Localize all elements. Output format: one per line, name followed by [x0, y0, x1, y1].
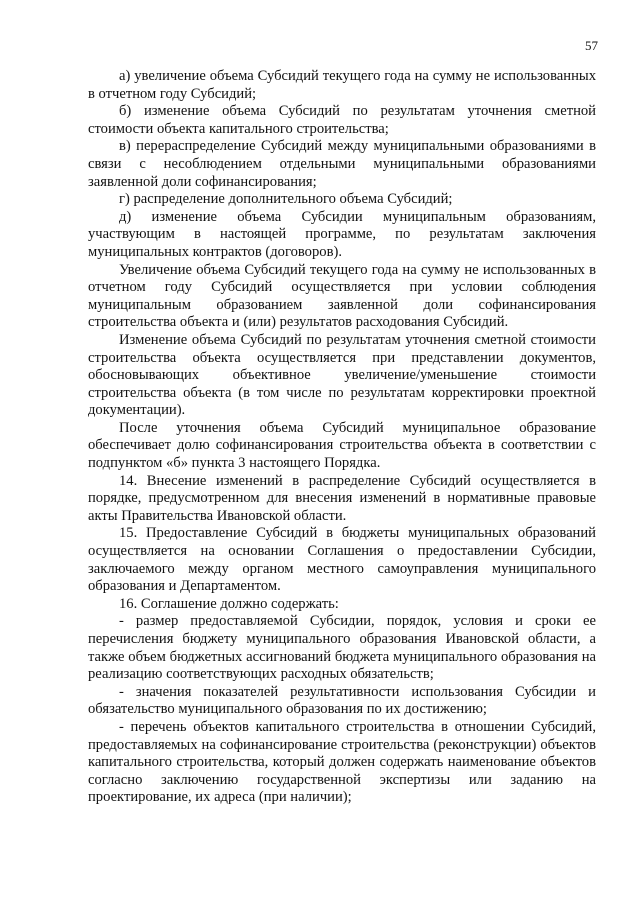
paragraph-estimate-change: Изменение объема Субсидий по результатам уточнения сметной стоимости строительства объекта осуществляется при представлении документов, обосновывающих объективное увеличение/уменьшение стоимости строительства объекта (в том числе по результатам корректировки проектной документации). — [88, 331, 596, 419]
list-item-objects-list: - перечень объектов капитального строительства в отношении Субсидий, предоставляемых на софинансирование строительства (реконструкции) объектов капитального строительства, который должен содержать наименование объектов согласно заключению государственной экспертизы или заданию на проектирование, их адреса (при наличии); — [88, 718, 596, 806]
document-body — [88, 68, 596, 807]
paragraph-v: в) перераспределение Субсидий между муниципальными образованиями в связи с несоблюдением отдельными муниципальными образованиями заявленной доли софинансирования; — [88, 138, 596, 190]
paragraph-15: 15. Предоставление Субсидий в бюджеты муниципальных образований осуществляется на основании Соглашения о предоставлении Субсидии, заключаемого между органом местного самоуправления муниципального образования и Департаментом. — [88, 525, 596, 595]
paragraph-a: а) увеличение объема Субсидий текущего года на сумму не использованных в отчетном году Субсидий; — [88, 68, 596, 102]
paragraph-14: 14. Внесение изменений в распределение Субсидий осуществляется в порядке, предусмотренном для внесения изменений в нормативные правовые акты Правительства Ивановской области. — [88, 472, 596, 524]
page-number: 57 — [585, 38, 598, 53]
list-item-subsidy-size: - размер предоставляемой Субсидии, порядок, условия и сроки ее перечисления бюджету муниципального образования Ивановской области, а также объем бюджетных ассигнований бюджета муниципального образования на реализацию соответствующих расходных обязательств; — [88, 613, 596, 683]
paragraph-d: д) изменение объема Субсидии муниципальным образованиям, участвующим в настоящей программе, по результатам заключения муниципальных контрактов (договоров). — [88, 208, 596, 260]
paragraph-b: б) изменение объема Субсидий по результатам уточнения сметной стоимости объекта капитального строительства; — [88, 103, 596, 137]
paragraph-increase-conditions: Увеличение объема Субсидий текущего года на сумму не использованных в отчетном году Субсидий осуществляется при условии соблюдения муниципальным образованием заявленной доли софинансирования строительства объекта и (или) результатов расходования Субсидий. — [88, 261, 596, 331]
paragraph-16: 16. Соглашение должно содержать: — [119, 595, 339, 612]
list-item-indicators: - значения показателей результативности использования Субсидии и обязательство муниципального образования по их достижению; — [88, 683, 596, 718]
paragraph-g: г) распределение дополнительного объема Субсидий; — [119, 191, 453, 208]
paragraph-after-clarification: После уточнения объема Субсидий муниципальное образование обеспечивает долю софинансирования строительства объекта в соответствии с подпунктом «б» пункта 3 настоящего Порядка. — [88, 419, 596, 472]
